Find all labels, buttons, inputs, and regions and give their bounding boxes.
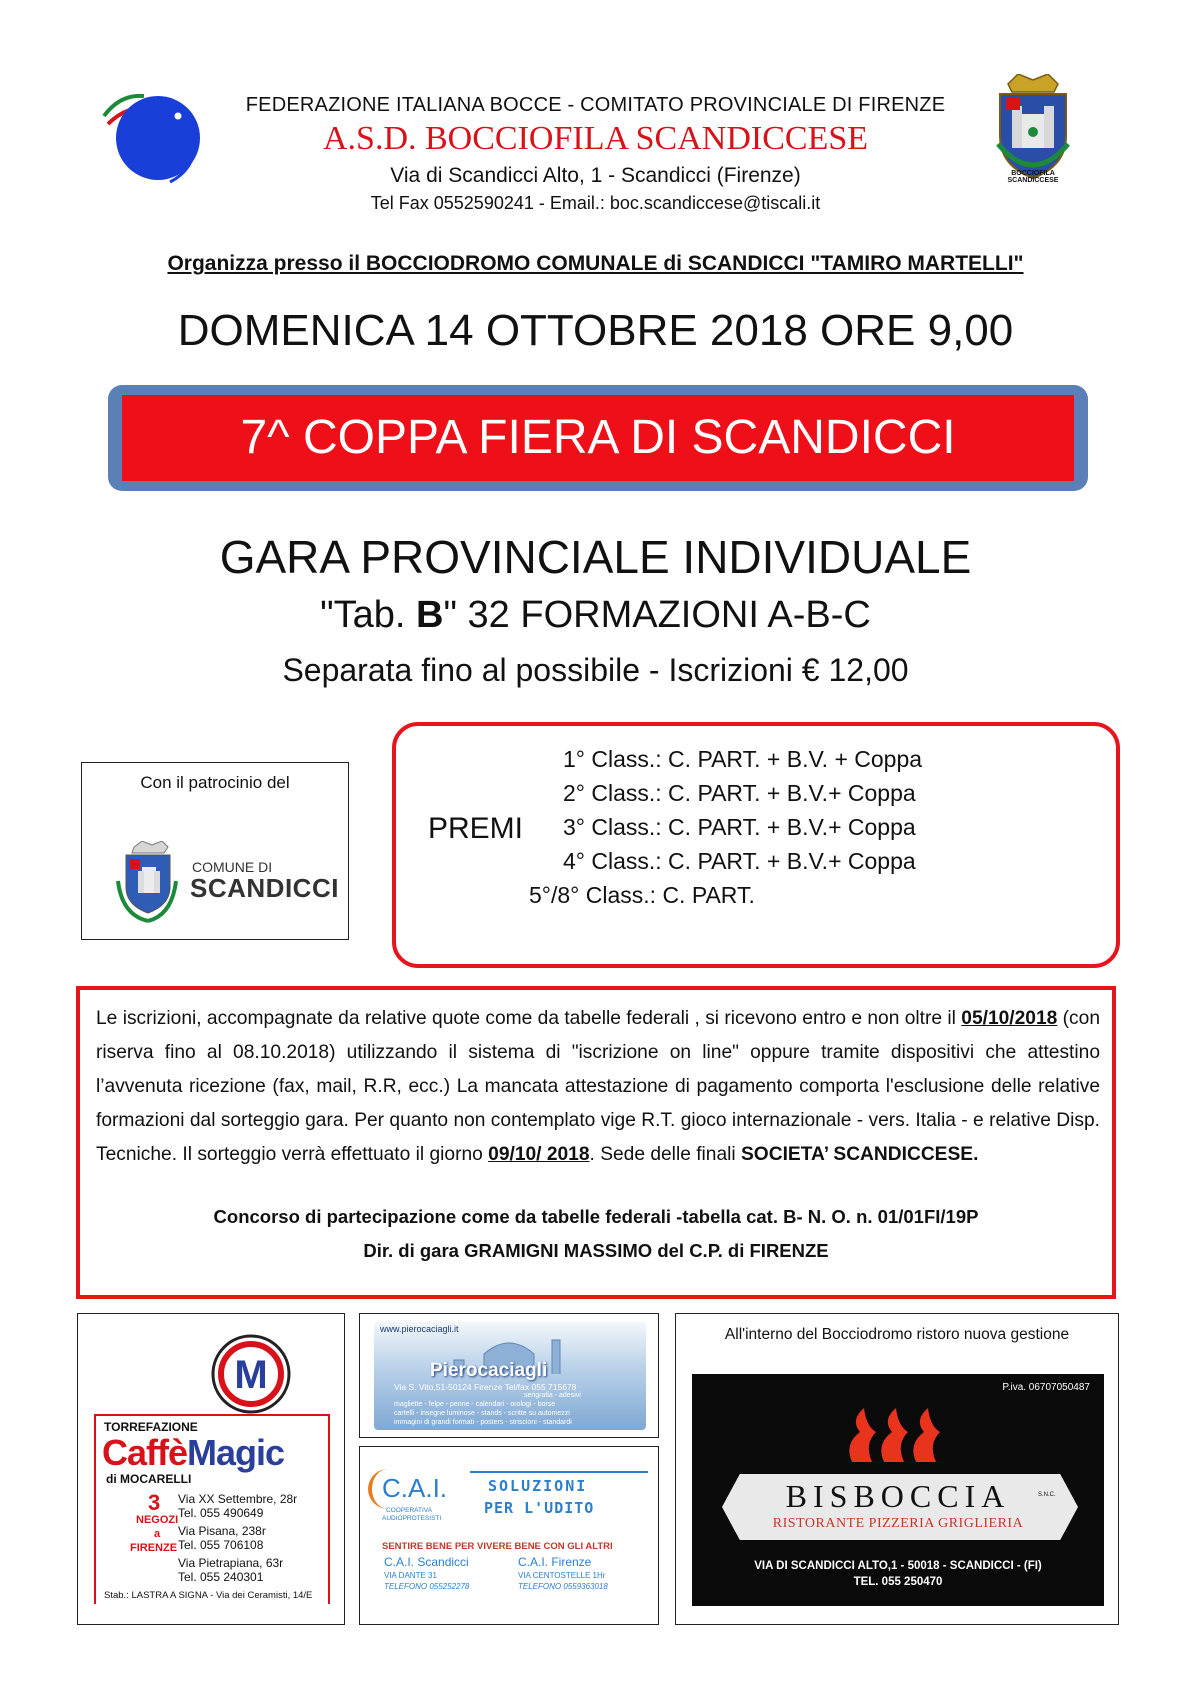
ad-pierocaciagli — [359, 1313, 659, 1438]
bisboccia-sign — [692, 1374, 1104, 1606]
caffe-negozi-city: FIRENZE — [130, 1542, 178, 1554]
rules-concorso: Concorso di partecipazione come da tabelle federali -tabella cat. B- N. O. n. 01/01FI/19P — [213, 1206, 979, 1227]
rules-text-1: Le iscrizioni, accompagnate da relative quote come da tabelle federali , si ricevono entro e non oltre il — [96, 1008, 962, 1029]
pierocaciagli-card — [374, 1322, 646, 1430]
cai-logo-sub: AUDIOPROTESISTI — [382, 1515, 442, 1522]
club-address: Via di Scandicci Alto, 1 - Scandicci (Firenze) — [390, 164, 801, 187]
cai-slogan: SOLUZIONI — [488, 1477, 588, 1495]
tab-suffix: " 32 FORMAZIONI A-B-C — [443, 594, 871, 636]
rules-paragraph — [96, 1002, 1100, 1172]
caffe-address: Via Pietrapiana, 63r — [178, 1556, 284, 1570]
bisboccia-snc: S.N.C. — [1038, 1492, 1056, 1498]
cai-store-phone: TELEFONO 0559363018 — [518, 1582, 608, 1591]
federation-title: FEDERAZIONE ITALIANA BOCCE - COMITATO PROVINCIALE DI FIRENZE — [245, 94, 946, 116]
bisboccia-piva: P.iva. 06707050487 — [1002, 1382, 1090, 1393]
cai-slogan-line — [470, 1471, 648, 1473]
rules-draw-date: 09/10/ 2018 — [488, 1144, 590, 1165]
organizer-line — [0, 252, 1191, 276]
prizes-title: PREMI — [428, 812, 524, 845]
comune-di-label: COMUNE DI — [192, 859, 273, 875]
rules-director: Dir. di gara GRAMIGNI MASSIMO del C.P. di FIRENZE — [363, 1240, 829, 1261]
prize-item: 5°/8° Class.: C. PART. — [529, 882, 755, 908]
ad-bisboccia — [675, 1313, 1119, 1625]
caffe-torrefazione: TORREFAZIONE — [104, 1420, 198, 1434]
rules-box — [76, 986, 1116, 1299]
pierocaciagli-services: serigrafia - adesivi — [524, 1392, 581, 1399]
caffe-negozi-label: NEGOZI — [136, 1514, 179, 1526]
cai-logo-sub: COOPERATIVA — [386, 1507, 432, 1514]
crest-caption: BOCCIOFILA SCANDICCESE — [1007, 170, 1059, 184]
prize-item: 2° Class.: C. PART. + B.V.+ Coppa — [563, 780, 916, 806]
pierocaciagli-name: Pierocaciagli — [430, 1360, 548, 1381]
flame-logo-icon — [842, 1404, 952, 1464]
club-contact: Tel Fax 0552590241 - Email.: boc.scandiccese@tiscali.it — [370, 193, 821, 213]
ad-cai — [359, 1446, 659, 1625]
caffe-brand — [102, 1432, 284, 1474]
event-date: DOMENICA 14 OTTOBRE 2018 ORE 9,00 — [177, 306, 1014, 355]
caffe-phone: Tel. 055 706108 — [178, 1538, 264, 1552]
patronage-label: Con il patrocinio del — [140, 773, 290, 792]
caffe-negozi-num: 3 — [148, 1490, 161, 1515]
rules-text-2: (con riserva fino al 08.10.2018) utilizzando il sistema di "iscrizione on line" oppure tramite dispositivi che attestino l’avvenuta ricezione (fax, mail, R.R, ecc.) La mancata attestazione di pagamento comporta l'esclusione delle relative formazioni dal sorteggio gara. Per quanto non contemplato vige R.T. gioco internazionale - vers. Italia - e relative Disp. Tecniche. Il sorteggio verrà effettuato il giorno — [96, 1008, 1100, 1165]
club-name: A.S.D. BOCCIOFILA SCANDICCESE — [322, 120, 869, 157]
scandicci-label: SCANDICCI — [190, 873, 339, 903]
caffe-brand-b: Magic — [187, 1432, 285, 1473]
pierocaciagli-url: www.pierocaciagli.it — [380, 1324, 459, 1334]
ad-caffe-magic — [77, 1313, 345, 1625]
caffe-stab: Stab.: LASTRA A SIGNA - Via dei Ceramisti, 14/E — [104, 1590, 313, 1601]
bisboccia-subtitle: RISTORANTE PIZZERIA GRIGLIERIA — [772, 1516, 1024, 1531]
pierocaciagli-services: magliette - felpe - penne - calendari - orologi - borse — [394, 1401, 556, 1408]
ristoro-note: All'interno del Bocciodromo ristoro nuova gestione — [724, 1326, 1070, 1343]
organizer-text: Organizza presso il BOCCIODROMO COMUNALE di SCANDICCI "TAMIRO MARTELLI" — [167, 252, 1024, 275]
caffe-frame-line — [94, 1414, 96, 1604]
caffe-owner: di MOCARELLI — [106, 1472, 192, 1486]
cai-store-name: C.A.I. Firenze — [518, 1555, 592, 1569]
cai-store-address: VIA DANTE 31 — [384, 1571, 437, 1580]
cup-banner: 7^ COPPA FIERA DI SCANDICCI — [122, 395, 1074, 481]
competition-table — [0, 594, 1191, 637]
rules-finals-venue: SOCIETA’ SCANDICCESE. — [741, 1144, 979, 1165]
cai-logo: C.A.I. — [382, 1473, 448, 1503]
competition-type: GARA PROVINCIALE INDIVIDUALE — [219, 531, 972, 583]
club-crest-logo — [988, 74, 1078, 184]
caffe-magic-emblem-icon — [211, 1334, 291, 1414]
pierocaciagli-services: immagini di grandi formati - posters - striscioni - standardi — [394, 1419, 572, 1426]
prize-item: 4° Class.: C. PART. + B.V.+ Coppa — [563, 848, 916, 874]
comune-scandicci-logo — [112, 841, 182, 925]
caffe-address: Via Pisana, 238r — [178, 1524, 266, 1538]
prize-item: 3° Class.: C. PART. + B.V.+ Coppa — [563, 814, 916, 840]
rules-text-3: . Sede delle finali — [589, 1144, 741, 1165]
caffe-frame-line — [328, 1414, 330, 1604]
caffe-phone: Tel. 055 240301 — [178, 1570, 264, 1584]
bisboccia-phone: TEL. 055 250470 — [853, 1576, 943, 1588]
cai-slogan: PER L'UDITO — [484, 1499, 595, 1517]
cai-store-name: C.A.I. Scandicci — [384, 1555, 469, 1569]
tab-prefix: "Tab. — [320, 594, 417, 636]
prize-item: 1° Class.: C. PART. + B.V. + Coppa — [563, 746, 923, 772]
cai-store-address: VIA CENTOSTELLE 1Hr — [518, 1571, 606, 1580]
pierocaciagli-services: cartelli - insegne luminose - stands - scritte su automezzi — [394, 1410, 570, 1417]
rules-deadline: 05/10/2018 — [961, 1008, 1058, 1029]
bisboccia-name: BISBOCCIA — [785, 1478, 1011, 1514]
caffe-phone: Tel. 055 490649 — [178, 1506, 264, 1520]
caffe-frame-line — [94, 1414, 330, 1416]
pierocaciagli-address: Via S. Vito,51-50124 Firenze Tel/fax 055 715678 — [394, 1382, 577, 1392]
cai-tagline: SENTIRE BENE PER VIVERE BENE CON GLI ALTRI — [382, 1541, 613, 1552]
caffe-address: Via XX Settembre, 28r — [178, 1492, 298, 1506]
registration-fee: Separata fino al possibile - Iscrizioni € 12,00 — [282, 652, 909, 688]
caffe-brand-a: Caffè — [102, 1432, 188, 1473]
bisboccia-address: VIA DI SCANDICCI ALTO,1 - 50018 - SCANDICCI - (FI) — [754, 1560, 1042, 1572]
cai-store-phone: TELEFONO 055252278 — [384, 1582, 470, 1591]
patronage-box — [81, 762, 349, 940]
caffe-negozi-a: a — [154, 1528, 161, 1540]
svg-text:M: M — [234, 1353, 268, 1397]
tab-letter: B — [416, 594, 444, 636]
